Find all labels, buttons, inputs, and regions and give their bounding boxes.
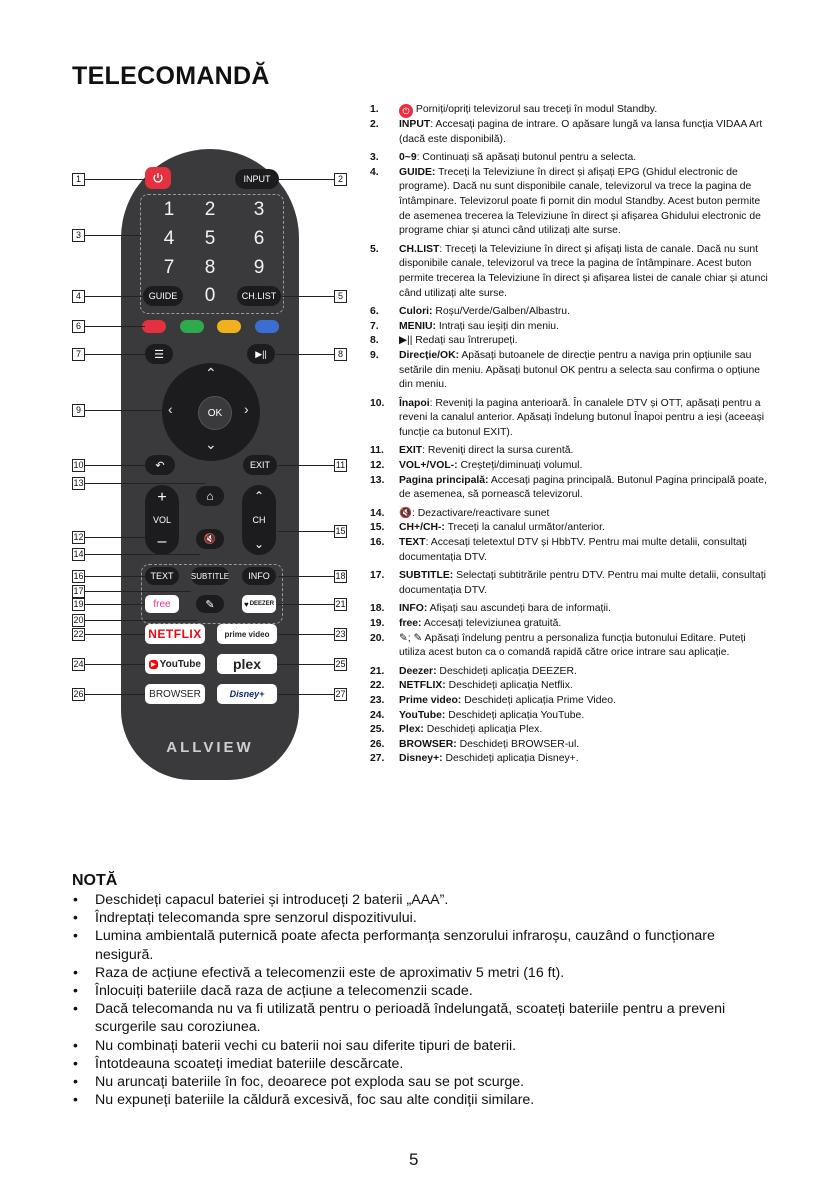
item-number: 8.	[370, 335, 379, 347]
callout-24: 24	[73, 659, 84, 669]
item-key: NETFLIX:	[399, 680, 446, 692]
item-number: 15.	[370, 522, 385, 534]
callout-20: 20	[73, 615, 84, 625]
item-number: 1.	[370, 104, 379, 115]
callout-line	[85, 554, 200, 555]
item-text: Deschideți aplicația Disney+.	[442, 753, 579, 765]
callout-7: 7	[72, 348, 85, 361]
netflix-button: NETFLIX	[145, 624, 205, 644]
item-number: 13.	[370, 474, 385, 486]
description-item	[370, 474, 770, 503]
callout-line	[276, 179, 334, 180]
callout-12: 12	[73, 532, 84, 542]
callout-line	[278, 604, 334, 605]
note-item: • Lumina ambientală puternică poate afecta performanța senzorului infraroșu, cauzând o funcționare nesigură.	[72, 927, 772, 963]
description-item	[370, 694, 770, 709]
note-item: • Raza de acțiune efectivă a telecomenzii este de aproximativ 5 metri (16 ft).	[72, 964, 772, 982]
callout-line	[85, 591, 191, 592]
item-number: 12.	[370, 460, 385, 472]
callout-17: 17	[73, 586, 84, 596]
callout-8: 8	[334, 348, 347, 361]
digit-1: 1	[163, 199, 175, 220]
callout-1: 1	[72, 173, 85, 186]
mute-button	[196, 529, 224, 549]
description-item	[370, 752, 770, 767]
callout-11: 11	[335, 460, 346, 470]
note-item: • Nu combinați baterii vechi cu baterii noi sau diferite tipuri de baterii.	[72, 1037, 772, 1055]
volume-rocker	[145, 485, 179, 555]
item-number: 2.	[370, 119, 379, 130]
note-item: • Dacă telecomanda nu va fi utilizată pentru o perioadă îndelungată, scoateți bateriile pentru a preveni scurgerile sau coroziunea.	[72, 1000, 772, 1036]
item-number: 7.	[370, 320, 379, 332]
digit-4: 4	[163, 228, 175, 249]
callout-18: 18	[335, 571, 346, 581]
edit-button	[196, 595, 224, 613]
item-number: 18.	[370, 603, 385, 615]
item-text: Accesați televiziunea gratuită.	[421, 618, 562, 629]
description-item	[370, 349, 770, 393]
ch-label: CH	[252, 515, 266, 525]
digit-3: 3	[253, 199, 265, 220]
description-item	[370, 632, 770, 661]
plus-icon: +	[157, 489, 167, 506]
digit-2: 2	[204, 199, 216, 220]
description-item	[370, 709, 770, 724]
item-text: Treceți la canalul următor/anterior.	[444, 522, 605, 534]
yellow-button	[217, 320, 241, 333]
description-item	[370, 536, 770, 565]
item-key: TEXT	[399, 537, 426, 549]
description-item	[370, 569, 770, 598]
item-key: Prime video:	[399, 694, 462, 706]
item-key: Deezer:	[399, 665, 437, 677]
item-number: 17.	[370, 570, 385, 582]
callout-9: 9	[72, 404, 85, 417]
power-button	[145, 167, 171, 189]
item-key: MENIU:	[399, 320, 436, 332]
browser-button: BROWSER	[145, 684, 205, 704]
item-key: 0~9	[399, 152, 417, 164]
callout-line	[278, 465, 334, 466]
item-text: Apăsați butoanele de direcție pentru a naviga prin opțiunile sau setările din meniu. Apăsați butonul OK pentru a selecta sau confirma o opțiune din meniu.	[399, 349, 761, 391]
power-icon: ⏻	[399, 104, 413, 118]
item-text: Roșu/Verde/Galben/Albastru.	[432, 306, 570, 318]
item-key: Înapoi	[399, 397, 430, 409]
item-number: 10.	[370, 397, 385, 409]
item-text: Deschideți aplicația Netflix.	[445, 680, 573, 692]
item-text: : Reveniți direct la sursa curentă.	[422, 445, 574, 457]
note-item: • Nu aruncați bateriile în foc, deoarece pot exploda sau se pot scurge.	[72, 1073, 772, 1091]
callout-2: 2	[334, 173, 347, 186]
callout-line	[280, 296, 334, 297]
home-icon: ⌂	[206, 489, 214, 503]
callout-4: 4	[72, 290, 85, 303]
description-item	[370, 521, 770, 536]
callout-6: 6	[72, 320, 85, 333]
item-number: 24.	[370, 709, 385, 721]
callout-26: 26	[73, 689, 84, 699]
item-number: 25.	[370, 724, 385, 736]
nota-title: NOTĂ	[72, 872, 118, 889]
callout-line	[278, 694, 334, 695]
edit-icon: ✎	[205, 598, 215, 611]
up-arrow-icon: ⌃	[205, 365, 217, 381]
page-title: TELECOMANDĂ	[72, 62, 270, 90]
brand-logo: ALLVIEW	[166, 739, 254, 756]
item-number: 11.	[370, 445, 384, 457]
callout-line	[85, 410, 163, 411]
item-text: : Reveniți la pagina anterioară. În canalele DTV și OTT, apăsați pentru a reveni la canalul anterior. Apăsați îndelung butonul Înapoi pentru a ieși (aceeași funcție ca butonul EXIT).	[399, 397, 765, 438]
mute-icon: 🔇	[203, 533, 217, 545]
digit-8: 8	[204, 257, 216, 278]
callout-3: 3	[72, 229, 85, 242]
digit-9: 9	[253, 257, 265, 278]
disney-plus-button: Disney+	[217, 684, 277, 704]
item-number: 19.	[370, 618, 385, 629]
item-key: YouTube:	[399, 709, 446, 721]
item-text: 🔇: Dezactivare/reactivare sunet	[399, 507, 550, 519]
item-text: Creșteți/diminuați volumul.	[457, 460, 583, 472]
item-key: Disney+:	[399, 753, 443, 765]
text-button: TEXT	[145, 567, 179, 585]
callout-line	[85, 694, 145, 695]
menu-button	[145, 344, 173, 364]
left-arrow-icon: ‹	[168, 401, 173, 417]
callout-line	[85, 465, 145, 466]
youtube-button	[145, 654, 205, 674]
item-key: SUBTITLE:	[399, 570, 454, 582]
item-number: 6.	[370, 306, 379, 318]
callout-27: 27	[335, 689, 346, 699]
item-text: : Continuați să apăsați butonul pentru a selecta.	[416, 152, 637, 164]
description-item	[370, 305, 770, 320]
item-key: BROWSER:	[399, 738, 457, 750]
callout-5: 5	[334, 290, 347, 303]
item-number: 4.	[370, 166, 379, 178]
input-button: INPUT	[235, 169, 279, 189]
item-key: free:	[399, 618, 422, 629]
subtitle-button: SUBTITLE	[191, 567, 229, 585]
note-item: • Îndreptați telecomanda spre senzorul dispozitivului.	[72, 909, 772, 927]
callout-line	[278, 531, 334, 532]
page-number: 5	[409, 1150, 419, 1169]
description-item	[370, 507, 770, 522]
blue-button	[255, 320, 279, 333]
description-item	[370, 602, 770, 617]
item-number: 21.	[370, 665, 385, 677]
item-key: Plex:	[399, 724, 424, 736]
prime-video-button: prime video	[217, 624, 277, 644]
item-key: INPUT	[399, 119, 431, 130]
callout-15: 15	[335, 526, 346, 536]
callout-line	[85, 634, 145, 635]
description-item	[370, 334, 770, 349]
vol-label: VOL	[152, 515, 171, 525]
chevron-up-icon: ⌃	[253, 489, 265, 503]
channel-rocker	[242, 485, 276, 555]
item-number: 26.	[370, 738, 385, 750]
menu-icon: ☰	[154, 348, 164, 361]
item-text: : Treceți la Televiziune în direct și afișați lista de canale. Dacă nu sunt disponibile canale, televizorul va trece la pagina de întâmpinare. Acest buton permite trecerea la Televiziune în direct și afișarea listei de canale chiar și atunci când utilizați alte surse.	[399, 243, 768, 299]
item-number: 14.	[370, 507, 385, 519]
remote-control-illustration	[121, 149, 299, 780]
power-icon	[152, 172, 164, 184]
description-item	[370, 397, 770, 441]
digit-6: 6	[253, 228, 265, 249]
item-key: Culori:	[399, 306, 433, 318]
item-key: CH.LIST	[399, 243, 440, 255]
home-button	[196, 486, 224, 506]
description-item	[370, 103, 770, 118]
callout-line	[278, 664, 334, 665]
item-text: Deschideți BROWSER-ul.	[456, 738, 580, 750]
item-text: ✎; ✎ Apăsați îndelung pentru a personaliza funcția butonului Editare. Puteți utiliza acest buton ca o comandă rapidă către orice intrare sau aplicație.	[399, 632, 746, 659]
callout-13: 13	[73, 478, 84, 488]
description-item	[370, 243, 770, 301]
callout-line	[278, 634, 334, 635]
note-item: • Întotdeauna scoateți imediat bateriile descărcate.	[72, 1055, 772, 1073]
youtube-label: YouTube	[159, 658, 201, 670]
youtube-play-icon: ▶	[151, 661, 156, 668]
note-item: • Deschideți capacul bateriei și introduceți 2 baterii „AAA”.	[72, 891, 772, 909]
description-item	[370, 617, 770, 632]
item-number: 16.	[370, 537, 385, 549]
button-description-list	[370, 103, 770, 767]
item-number: 22.	[370, 680, 385, 692]
item-text: Intrați sau ieșiți din meniu.	[435, 320, 559, 332]
item-text: Porniți/opriți televizorul sau treceți în modul Standby.	[413, 104, 658, 115]
digit-0: 0	[204, 285, 216, 306]
callout-line	[85, 354, 145, 355]
item-number: 20.	[370, 632, 385, 644]
callout-line	[85, 326, 145, 327]
item-key: Pagina principală:	[399, 474, 489, 486]
notes-list	[72, 891, 772, 1109]
exit-button: EXIT	[243, 455, 277, 475]
info-button: INFO	[242, 567, 276, 585]
back-arrow-icon: ↶	[155, 459, 165, 472]
item-text: Treceți la Televiziune în direct și afișați EPG (Ghidul electronic de programe). Dacă nu sunt disponibile canale, televizorul va trece la pagina de întâmpinare. Televizorul poate fi pornit din modul Standby. Acest buton permite de asemenea trecerea la Televiziune în direct și afișarea Ghidului electronic de programe chiar și atunci când utilizați alte surse.	[399, 166, 761, 237]
item-text: Afișați sau ascundeți bara de informații.	[427, 603, 611, 615]
plex-button: plex	[217, 654, 277, 674]
item-key: INFO:	[399, 603, 428, 615]
description-item	[370, 166, 770, 239]
digit-7: 7	[163, 257, 175, 278]
free-button: free	[145, 595, 179, 613]
green-button	[180, 320, 204, 333]
item-number: 23.	[370, 694, 385, 706]
back-button	[145, 455, 175, 475]
callout-line	[85, 664, 145, 665]
callout-22: 22	[73, 629, 84, 639]
item-text: Accesați pagina principală. Butonul Pagina principală poate, de asemenea, să pornească televizorul.	[399, 474, 767, 501]
description-item	[370, 665, 770, 680]
red-button	[142, 320, 166, 333]
callout-line	[85, 296, 145, 297]
play-pause-button	[247, 344, 275, 364]
note-item: • Nu expuneți bateriile la căldură excesivă, foc sau alte condiții similare.	[72, 1091, 772, 1109]
item-number: 27.	[370, 753, 385, 765]
callout-10: 10	[73, 460, 84, 470]
down-arrow-icon: ⌄	[205, 436, 217, 452]
item-text: Deschideți aplicația DEEZER.	[436, 665, 577, 677]
callout-23: 23	[335, 629, 346, 639]
right-arrow-icon: ›	[244, 401, 249, 417]
heart-icon: ♥	[243, 599, 249, 609]
description-item	[370, 679, 770, 694]
callout-16: 16	[73, 571, 84, 581]
description-item	[370, 444, 770, 459]
callout-line	[85, 537, 145, 538]
item-key: EXIT	[399, 445, 423, 457]
callout-line	[85, 604, 145, 605]
callout-25: 25	[335, 659, 346, 669]
callout-line	[276, 354, 334, 355]
description-item	[370, 151, 770, 166]
item-text: Deschideți aplicația Prime Video.	[461, 694, 616, 706]
item-number: 5.	[370, 243, 379, 255]
play-pause-icon: ▶||	[255, 348, 267, 359]
description-item	[370, 118, 770, 147]
chlist-button: CH.LIST	[237, 286, 281, 306]
minus-icon: –	[157, 533, 167, 550]
item-number: 3.	[370, 152, 379, 164]
chevron-down-icon: ⌄	[253, 537, 265, 551]
deezer-label: DEEZER	[249, 601, 275, 607]
item-key: Direcție/OK:	[399, 349, 460, 361]
callout-21: 21	[335, 599, 346, 609]
item-text: ▶|| Redați sau întrerupeți.	[399, 335, 518, 347]
callout-line	[85, 179, 145, 180]
callout-14: 14	[73, 549, 84, 559]
deezer-button	[242, 595, 276, 613]
callout-line	[85, 483, 205, 484]
description-item	[370, 738, 770, 753]
description-item	[370, 320, 770, 335]
item-key: GUIDE:	[399, 166, 436, 178]
callout-line	[85, 620, 197, 621]
item-text: Deschideți aplicația YouTube.	[445, 709, 585, 721]
item-text: Selectați subtitrările pentru DTV. Pentru mai multe detalii, consultați documentația DTV.	[399, 570, 766, 596]
callout-19: 19	[73, 599, 84, 609]
item-text: : Accesați teletextul DTV și HbbTV. Pentru mai multe detalii, consultați documentația DTV.	[399, 537, 747, 563]
description-item	[370, 723, 770, 738]
item-key: CH+/CH-:	[399, 522, 445, 534]
digit-5: 5	[204, 228, 216, 249]
item-key: VOL+/VOL-:	[399, 460, 458, 472]
item-text: : Accesați pagina de intrare. O apăsare lungă va lansa funcția VIDAA Art (dacă este disponibilă).	[399, 119, 763, 145]
item-number: 9.	[370, 349, 379, 361]
guide-button: GUIDE	[143, 286, 183, 306]
description-item	[370, 459, 770, 474]
callout-line	[278, 576, 334, 577]
ok-button: OK	[198, 396, 232, 430]
callout-line	[85, 576, 145, 577]
note-item: • Înlocuiți bateriile dacă raza de acțiune a telecomenzii scade.	[72, 982, 772, 1000]
callout-line	[85, 235, 141, 236]
item-text: Deschideți aplicația Plex.	[423, 724, 543, 736]
